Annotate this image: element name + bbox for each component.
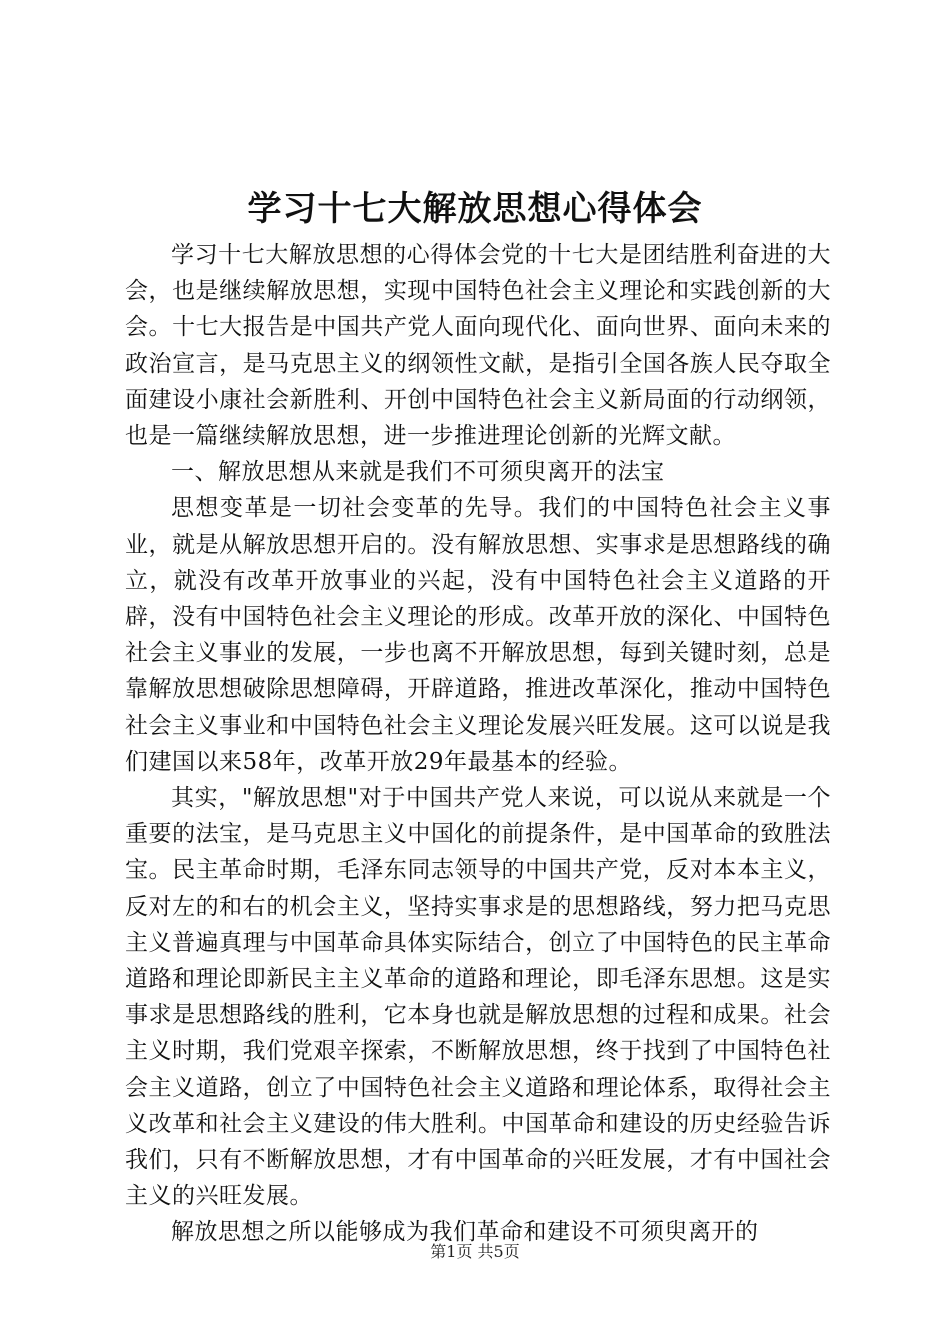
paragraph-thought-reform: 思想变革是一切社会变革的先导。我们的中国特色社会主义事业，就是从解放思想开启的。没有解放思想、实事求是思想路线的确立，就没有改革开放事业的兴起，没有中国特色社会主义道路的开辟，没有中国特色社会主义理论的形成。改革开放的深化、中国特色社会主义事业的发展，一步也离不开解放思想，每到关键时刻，总是靠解放思想破除思想障碍，开辟道路，推进改革深化，推动中国特色社会主义事业和中国特色社会主义理论发展兴旺发展。这可以说是我们建国以来58年，改革开放29年最基本的经验。 xyxy=(125,495,831,775)
document-title: 学习十七大解放思想心得体会 xyxy=(247,189,703,229)
paragraph-magic-weapon: 其实，"解放思想"对于中国共产党人来说，可以说从来就是一个重要的法宝，是马克思主义中国化的前提条件，是中国革命的致胜法宝。民主革命时期，毛泽东同志领导的中国共产党，反对本本主义，反对左的和右的机会主义，坚持实事求是的思想路线，努力把马克思主义普遍真理与中国革命具体实际结合，创立了中国特色的民主革命道路和理论即新民主主义革命的道路和理论，即毛泽东思想。这是实事求是思想路线的胜利，它本身也就是解放思想的过程和成果。社会主义时期，我们党艰辛探索，不断解放思想，终于找到了中国特色社会主义道路，创立了中国特色社会主义道路和理论体系，取得社会主义改革和社会主义建设的伟大胜利。中国革命和建设的历史经验告诉我们，只有不断解放思想，才有中国革命的兴旺发展，才有中国社会主义的兴旺发展。 xyxy=(125,785,831,1210)
paragraph-continuation: 解放思想之所以能够成为我们革命和建设不可须臾离开的 xyxy=(171,1219,759,1246)
paragraph-intro: 学习十七大解放思想的心得体会党的十七大是团结胜利奋进的大会，也是继续解放思想，实现中国特色社会主义理论和实践创新的大会。十七大报告是中国共产党人面向现代化、面向世界、面向未来的政治宣言，是马克思主义的纲领性文献，是指引全国各族人民夺取全面建设小康社会新胜利、开创中国特色社会主义新局面的行动纲领，也是一篇继续解放思想，进一步推进理论创新的光辉文献。 xyxy=(125,242,831,450)
section-heading-1: 一、解放思想从来就是我们不可须臾离开的法宝 xyxy=(171,459,665,486)
document-body xyxy=(125,237,831,1251)
page-number-footer: 第1页 共5页 xyxy=(430,1242,520,1261)
